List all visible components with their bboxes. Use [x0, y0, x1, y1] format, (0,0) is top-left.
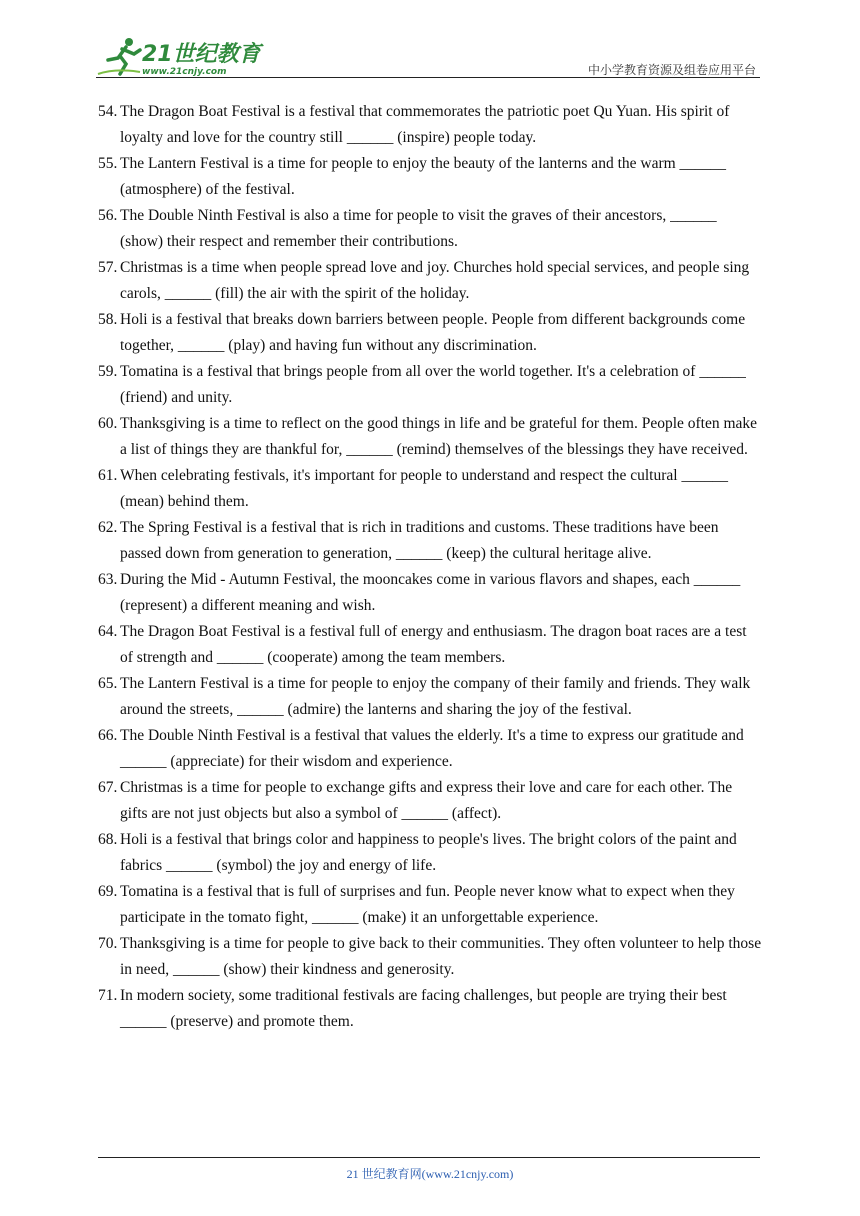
question-text: Christmas is a time for people to exchange gifts and express their love and care for each other. The gifts are not just objects but also a symbol of ______ (affect).: [120, 779, 733, 822]
question-item: [98, 203, 762, 255]
question-item: [98, 671, 762, 723]
question-number: 64.: [98, 623, 118, 640]
question-number: 66.: [98, 727, 118, 744]
question-text: When celebrating festivals, it's important for people to understand and respect the cultural ______ (mean) behind them.: [120, 467, 728, 510]
question-number: 59.: [98, 363, 118, 380]
question-number: 71.: [98, 987, 118, 1004]
question-number: 69.: [98, 883, 118, 900]
question-text: The Double Ninth Festival is a festival that values the elderly. It's a time to express our gratitude and ______ (appreciate) for their wisdom and experience.: [120, 727, 744, 770]
question-number: 55.: [98, 155, 118, 172]
question-number: 54.: [98, 103, 118, 120]
question-item: [98, 931, 762, 983]
question-item: [98, 411, 762, 463]
page-header: [96, 30, 760, 78]
question-item: [98, 567, 762, 619]
question-text: In modern society, some traditional festivals are facing challenges, but people are trying their best ______ (preserve) and promote them.: [120, 987, 727, 1030]
question-text: Thanksgiving is a time for people to give back to their communities. They often volunteer to help those in need, ______ (show) their kindness and generosity.: [120, 935, 762, 978]
question-number: 63.: [98, 571, 118, 588]
footer-divider: [98, 1157, 760, 1158]
question-text: The Lantern Festival is a time for people to enjoy the company of their family and friends. They walk around the streets, ______ (admire) the lanterns and sharing the joy of the festival.: [120, 675, 751, 718]
question-text: The Dragon Boat Festival is a festival full of energy and enthusiasm. The dragon boat races are a test of strength and ______ (cooperate) among the team members.: [120, 623, 747, 666]
logo-url: www.21cnjy.com: [142, 67, 227, 77]
question-item: [98, 515, 762, 567]
question-item: [98, 827, 762, 879]
question-item: [98, 723, 762, 775]
question-item: [98, 879, 762, 931]
logo: [96, 34, 266, 78]
header-divider: [96, 77, 760, 78]
footer-text: 21 世纪教育网(www.21cnjy.com): [346, 1167, 514, 1181]
question-text: The Spring Festival is a festival that is rich in traditions and customs. These traditions have been passed down from generation to generation, ______ (keep) the cultural heritage alive.: [120, 519, 719, 562]
header-platform-text: 中小学教育资源及组卷应用平台: [587, 63, 756, 77]
question-number: 65.: [98, 675, 118, 692]
logo-text: 21世纪教育: [142, 42, 261, 67]
question-item: [98, 359, 762, 411]
question-text: Tomatina is a festival that is full of surprises and fun. People never know what to expect when they participate in the tomato fight, ______ (make) it an unforgettable experience.: [120, 883, 735, 926]
question-text: The Double Ninth Festival is also a time for people to visit the graves of their ancestors, ______ (show) their respect and remember their contributions.: [120, 207, 717, 250]
question-text: The Lantern Festival is a time for people to enjoy the beauty of the lanterns and the warm ______ (atmosphere) of the festival.: [120, 155, 727, 198]
question-number: 56.: [98, 207, 118, 224]
question-number: 57.: [98, 259, 118, 276]
question-text: Holi is a festival that brings color and happiness to people's lives. The bright colors of the paint and fabrics ______ (symbol) the joy and energy of life.: [120, 831, 737, 874]
question-text: Christmas is a time when people spread love and joy. Churches hold special services, and people sing carols, ______ (fill) the air with the spirit of the holiday.: [120, 259, 750, 302]
question-number: 67.: [98, 779, 118, 796]
question-item: [98, 619, 762, 671]
question-text: Thanksgiving is a time to reflect on the good things in life and be grateful for them. People often make a list of things they are thankful for, ______ (remind) themselves of the blessings they have received.: [120, 415, 758, 458]
question-item: [98, 99, 762, 151]
question-item: [98, 307, 762, 359]
question-number: 60.: [98, 415, 118, 432]
question-text: Holi is a festival that breaks down barriers between people. People from different backgrounds come together, ______ (play) and having fun without any discrimination.: [120, 311, 746, 354]
question-list: [98, 99, 762, 1035]
question-item: [98, 983, 762, 1035]
question-text: The Dragon Boat Festival is a festival that commemorates the patriotic poet Qu Yuan. His spirit of loyalty and love for the country still ______ (inspire) people today.: [120, 103, 730, 146]
question-number: 62.: [98, 519, 118, 536]
question-number: 58.: [98, 311, 118, 328]
question-text: During the Mid - Autumn Festival, the mooncakes come in various flavors and shapes, each ______ (represent) a different meaning and wish.: [120, 571, 741, 614]
question-number: 61.: [98, 467, 118, 484]
question-text: Tomatina is a festival that brings people from all over the world together. It's a celebration of ______ (friend) and unity.: [120, 363, 746, 406]
question-number: 68.: [98, 831, 118, 848]
question-item: [98, 463, 762, 515]
question-number: 70.: [98, 935, 118, 952]
question-item: [98, 255, 762, 307]
question-item: [98, 151, 762, 203]
question-item: [98, 775, 762, 827]
